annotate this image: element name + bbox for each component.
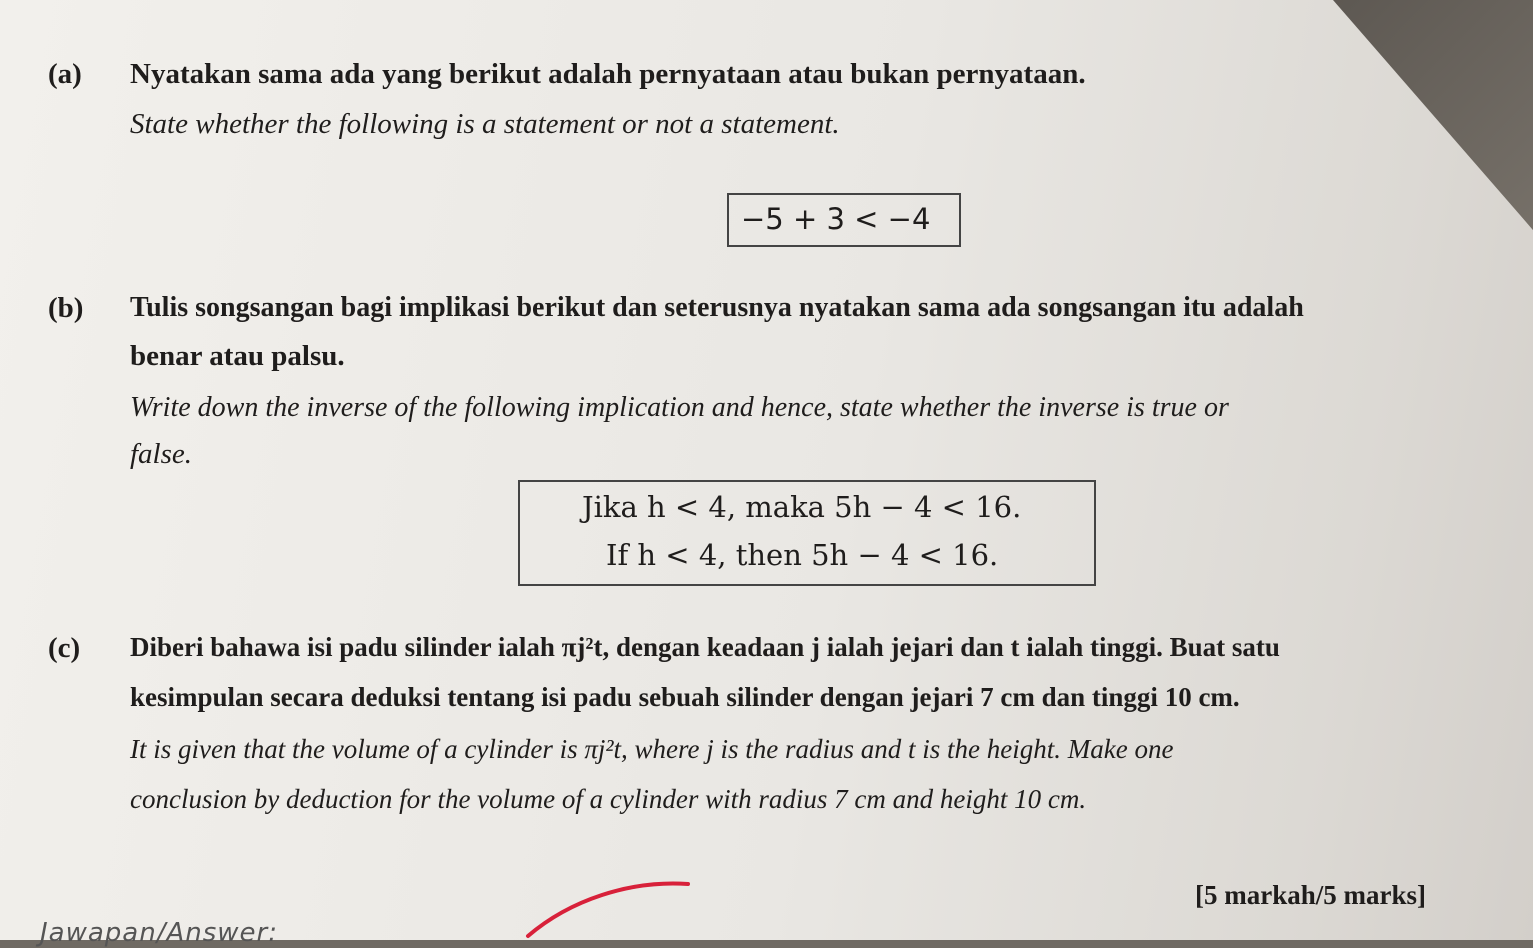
expression-box (727, 193, 961, 247)
part-c-malay-line2: kesimpulan secara deduksi tentang isi padu sebuah silinder dengan jejari 7 cm dan tinggi 10 cm. (130, 682, 1240, 712)
part-c-english-line1: It is given that the volume of a cylinder is πj²t, where j is the radius and t is the height. Make one (130, 734, 1174, 764)
part-a-english-text: State whether the following is a statement or not a statement. (130, 108, 840, 140)
marks-label: [5 markah/5 marks] (1195, 880, 1426, 910)
part-c-english-line2: conclusion by deduction for the volume of a cylinder with radius 7 cm and height 10 cm. (130, 784, 1087, 814)
part-b-label: (b) (48, 292, 84, 324)
part-a-malay-text: Nyatakan sama ada yang berikut adalah pernyataan atau bukan pernyataan. (130, 58, 1086, 90)
implication-box (518, 480, 1096, 586)
part-b-english-line2: false. (130, 438, 193, 470)
part-c-malay-line1: Diberi bahawa isi padu silinder ialah πj²t, dengan keadaan j ialah jejari dan t ialah tinggi. Buat satu (130, 632, 1280, 662)
answer-label: Jawapan/Answer: (40, 918, 278, 948)
expression-text: −5 + 3 < −4 (741, 202, 931, 236)
part-c-label: (c) (48, 632, 81, 664)
part-b-malay-line1: Tulis songsangan bagi implikasi berikut dan seterusnya nyatakan sama ada songsangan itu adalah (130, 292, 1304, 323)
pen-mark-icon (520, 870, 700, 940)
part-b-malay-line2: benar atau palsu. (130, 340, 345, 372)
implication-english: If h < 4, then 5h − 4 < 16. (606, 538, 999, 572)
part-b-english-line1: Write down the inverse of the following implication and hence, state whether the inverse is true or (130, 392, 1229, 423)
part-a-label: (a) (48, 58, 82, 90)
implication-malay: Jika h < 4, maka 5h − 4 < 16. (582, 490, 1022, 524)
